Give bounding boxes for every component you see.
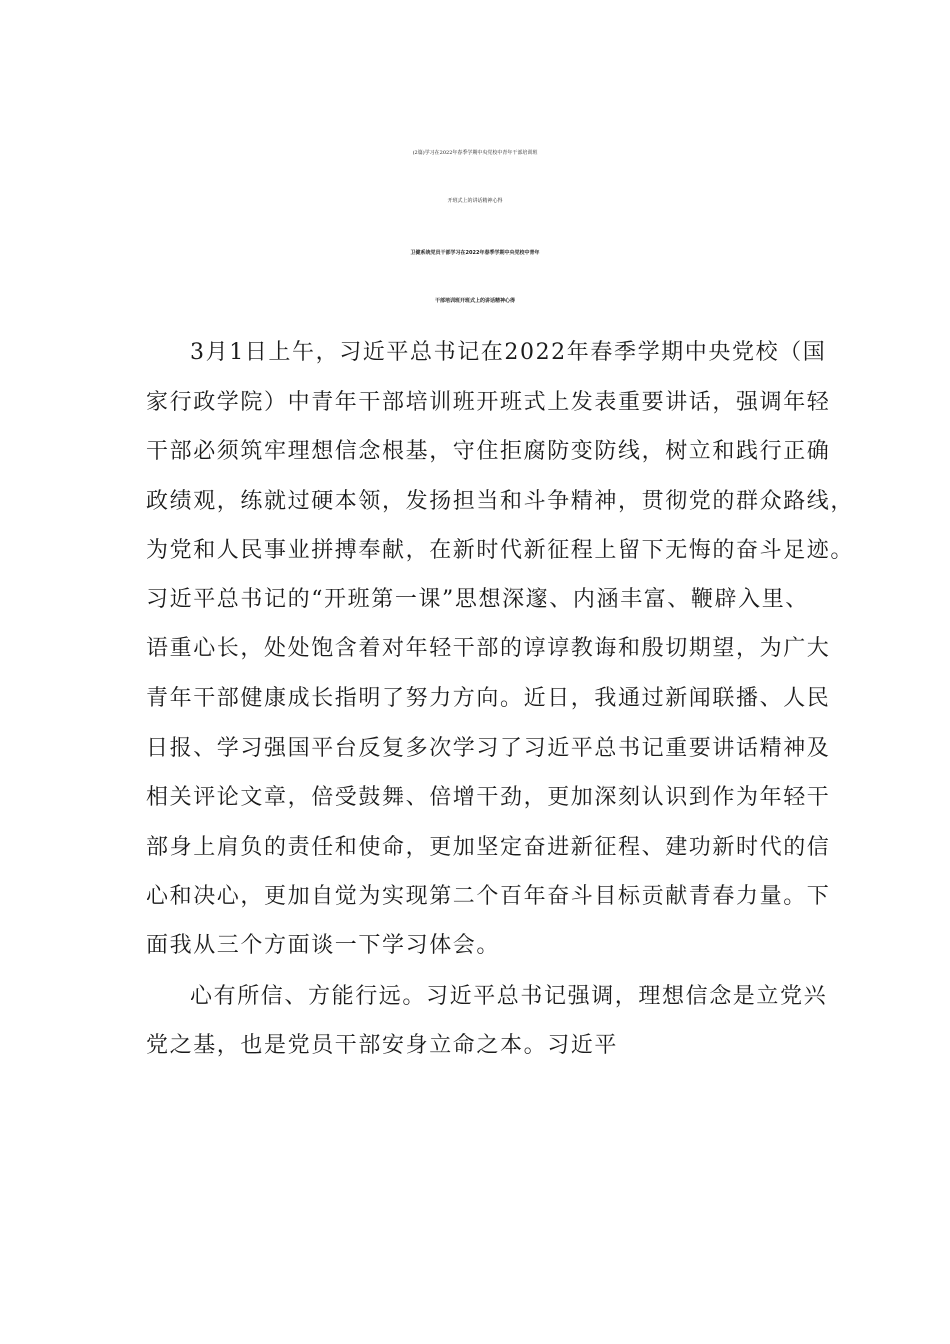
article-title-line-1: 卫健系统党员干部学习在2022年春季学期中央党校中青年 [410,250,540,256]
paragraph-1-line: 日报、学习强国平台反复多次学习了习近平总书记重要讲话精神及 [146,736,831,761]
paragraph-1-line: 心和决心，更加自觉为实现第二个百年奋斗目标贡献青春力量。下 [146,884,831,909]
paragraph-1-line: 家行政学院）中青年干部培训班开班式上发表重要讲话，强调年轻 [146,390,831,415]
paragraph-1-line: 青年干部健康成长指明了努力方向。近日，我通过新闻联播、人民 [146,686,831,711]
paragraph-1-line: 干部必须筑牢理想信念根基，守住拒腐防变防线，树立和践行正确 [146,439,831,464]
article-title-line-2: 干部培训班开班式上的讲话精神心得 [434,298,515,304]
paragraph-2-line: 党之基，也是党员干部安身立命之本。习近平 [146,1033,619,1058]
document-title-line-1: (2篇)学习在2022年春季学期中央党校中青年干部培训班 [412,150,538,156]
paragraph-1-line: 部身上肩负的责任和使命，更加坚定奋进新征程、建功新时代的信 [146,835,831,860]
paragraph-1-line: 政绩观，练就过硬本领，发扬担当和斗争精神，贯彻党的群众路线， [146,489,855,514]
paragraph-1-line: 语重心长，处处饱含着对年轻干部的谆谆教诲和殷切期望，为广大 [146,636,831,661]
paragraph-1-line: 为党和人民事业拼搏奉献，在新时代新征程上留下无悔的奋斗足迹。 [146,538,855,563]
paragraph-1-line: 相关评论文章，倍受鼓舞、倍增干劲，更加深刻认识到作为年轻干 [146,785,831,810]
document-title-line-2: 开班式上的讲话精神心得 [447,198,503,204]
paragraph-2-line: 心有所信、方能行远。习近平总书记强调，理想信念是立党兴 [190,984,828,1009]
paragraph-1-line: 习近平总书记的“开班第一课”思想深邃、内涵丰富、鞭辟入里、 [146,587,809,612]
paragraph-1-line: 3月1日上午，习近平总书记在2022年春季学期中央党校（国 [190,340,827,365]
paragraph-1-line: 面我从三个方面谈一下学习体会。 [146,933,501,958]
